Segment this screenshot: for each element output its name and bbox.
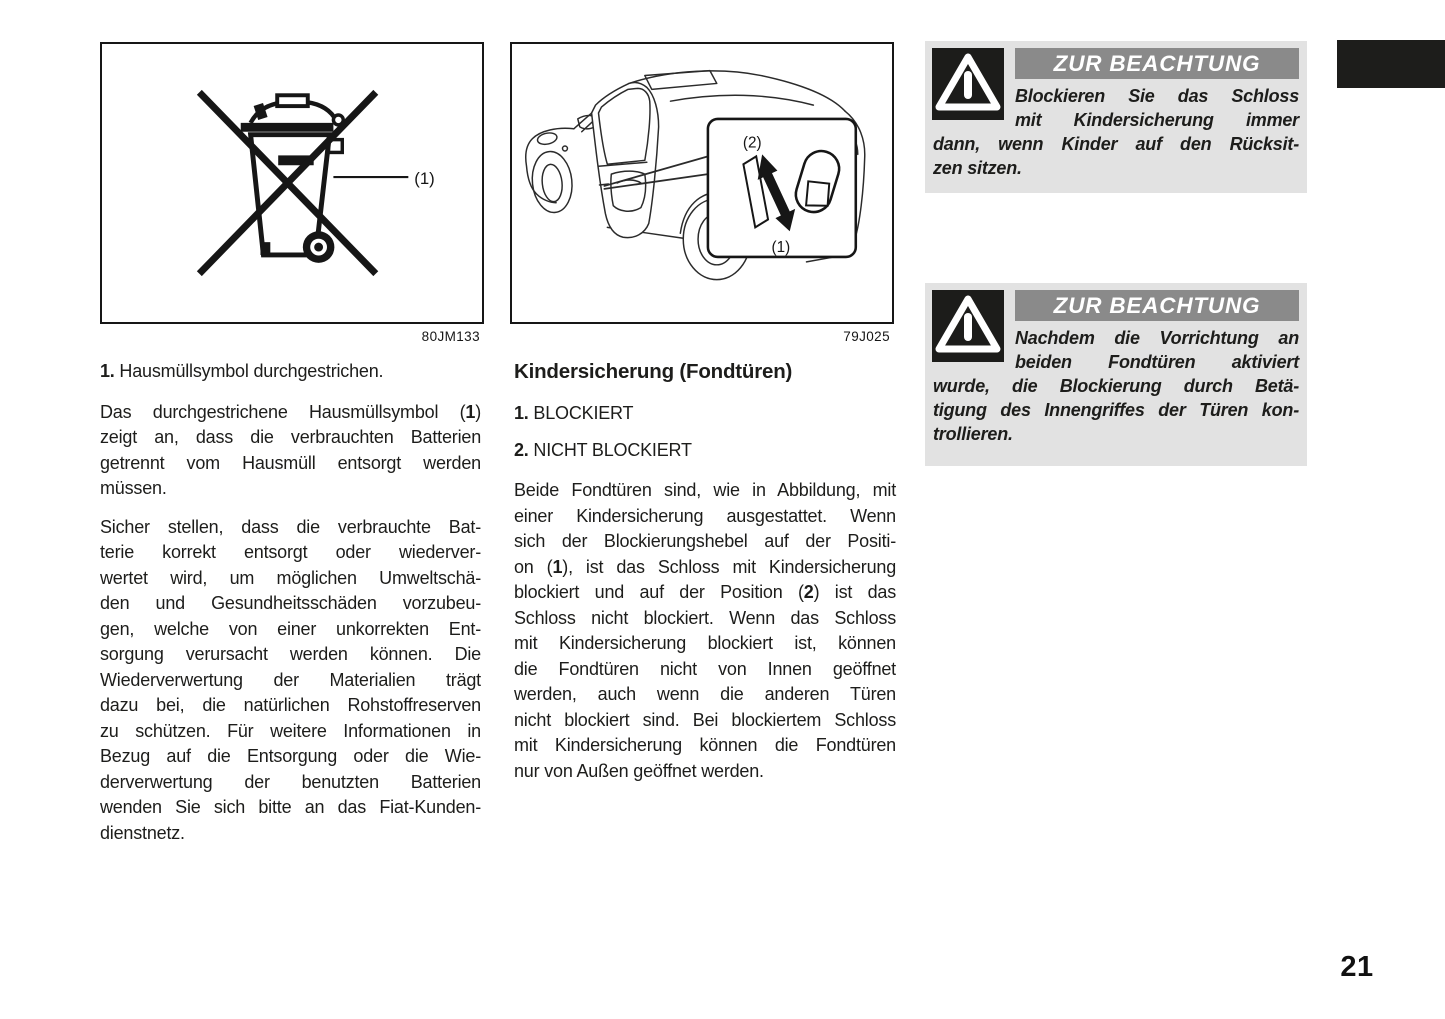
text-line: trollieren. bbox=[933, 424, 1013, 444]
warning-triangle-icon bbox=[932, 48, 1004, 120]
text-line: tigung des Innengriffes der Türen kon- bbox=[933, 400, 1299, 420]
column-left bbox=[100, 359, 481, 846]
car-child-lock-illustration bbox=[512, 44, 892, 322]
list-item-not-blocked bbox=[514, 438, 896, 464]
text-line: nur von Außen geöffnet werden. bbox=[514, 760, 764, 781]
text-line: Blockieren Sie das Schloss bbox=[1015, 86, 1299, 106]
child-lock-inset bbox=[708, 119, 856, 257]
text-line: Bezug auf die Entsorgung oder die Wie- bbox=[100, 746, 481, 766]
text-line: Wiederverwertung der Materialien trägt bbox=[100, 669, 481, 690]
paragraph-child-lock bbox=[514, 478, 896, 784]
text-line: blockiert und auf der Position (2) ist das bbox=[514, 582, 897, 602]
text-line: 1. BLOCKIERT bbox=[514, 403, 634, 423]
warning-title: ZUR BEACHTUNG bbox=[1015, 290, 1299, 321]
text-line: dann, wenn Kinder auf den Rücksit- bbox=[933, 134, 1299, 154]
text-line: zen sitzen. bbox=[933, 158, 1022, 178]
text-line: beiden Fondtüren aktiviert bbox=[1015, 352, 1299, 372]
warning-box-2 bbox=[925, 283, 1307, 466]
list-item-waste-symbol bbox=[100, 359, 481, 385]
text-line: dazu bei, die natürlichen Rohstoffreserven bbox=[100, 695, 481, 715]
list-item-blocked bbox=[514, 401, 896, 427]
section-tab-marker bbox=[1337, 40, 1445, 88]
text-line: sich der Blockierungshebel auf der Positi- bbox=[514, 531, 896, 551]
page-number: 21 bbox=[1340, 951, 1374, 983]
figure-battery-disposal bbox=[100, 42, 484, 324]
cross-out-lines bbox=[199, 92, 375, 273]
text-line: den und Gesundheitsschäden vorzubeu- bbox=[100, 593, 481, 613]
figure-caption-childlock: 79J025 bbox=[843, 329, 890, 344]
text-line: zeigt an, dass die verbrauchten Batterien bbox=[100, 427, 481, 447]
figure-child-lock bbox=[510, 42, 894, 324]
warning-title: ZUR BEACHTUNG bbox=[1015, 48, 1299, 79]
paragraph-battery-2 bbox=[100, 515, 481, 847]
text-line: Beide Fondtüren sind, wie in Abbildung, mit bbox=[514, 480, 896, 500]
text-line: werden, auch wenn die anderen Türen bbox=[514, 684, 896, 704]
text-line: wurde, die Blockierung durch Betä- bbox=[933, 376, 1299, 396]
text-line: wenden Sie sich bitte an das Fiat-Kunden- bbox=[100, 797, 481, 817]
text-line: gen, welche von einer unkorrekten Ent- bbox=[100, 618, 481, 639]
text-line: müssen. bbox=[100, 478, 167, 498]
text-line: sorgung verursacht werden können. Die bbox=[100, 644, 481, 664]
paragraph-battery-1 bbox=[100, 400, 481, 502]
text-line: Das durchgestrichene Hausmüllsymbol (1) bbox=[100, 401, 481, 422]
text-line: Schloss nicht blockiert. Wenn das Schloss bbox=[514, 607, 896, 628]
crossed-out-bin-illustration bbox=[102, 44, 482, 322]
text-line: zu schützen. Für weitere Informationen in bbox=[100, 720, 481, 741]
figure-caption-battery: 80JM133 bbox=[421, 329, 480, 344]
callout-label-1: (1) bbox=[414, 168, 435, 188]
column-middle bbox=[514, 359, 896, 784]
text-line: Sicher stellen, dass die verbrauchte Bat- bbox=[100, 516, 481, 537]
text-line: getrennt vom Hausmüll entsorgt werden bbox=[100, 452, 481, 473]
warning-box-1 bbox=[925, 41, 1307, 193]
text-line: wertet wird, um möglichen Umweltschä- bbox=[100, 567, 481, 588]
text-line: on (1), ist das Schloss mit Kindersicherung bbox=[514, 556, 896, 577]
warning-triangle-icon bbox=[932, 290, 1004, 362]
section-heading-child-lock: Kindersicherung (Fondtüren) bbox=[514, 360, 793, 383]
text-line: einer Kindersicherung ausgestattet. Wenn bbox=[514, 505, 896, 526]
text-line: derverwertung der benutzten Batterien bbox=[100, 771, 481, 792]
text-line: mit Kindersicherung blockiert ist, können bbox=[514, 633, 896, 653]
text-line: 2. NICHT BLOCKIERT bbox=[514, 439, 692, 460]
text-line: dienstnetz. bbox=[100, 822, 185, 843]
text-line: terie korrekt entsorgt oder wiederver- bbox=[100, 542, 481, 562]
text-line: 1. Hausmüllsymbol durchgestrichen. bbox=[100, 361, 384, 381]
text-line: mit Kindersicherung können die Fondtüren bbox=[514, 735, 896, 755]
text-line: nicht blockiert sind. Bei blockiertem Schloss bbox=[514, 709, 896, 730]
text-line: Nachdem die Vorrichtung an bbox=[1015, 328, 1299, 348]
callout-label-2: (2) bbox=[742, 134, 762, 152]
text-line: mit Kindersicherung immer bbox=[1015, 110, 1299, 130]
callout-label-3: (1) bbox=[771, 239, 791, 257]
text-line: die Fondtüren nicht von Innen geöffnet bbox=[514, 658, 896, 679]
